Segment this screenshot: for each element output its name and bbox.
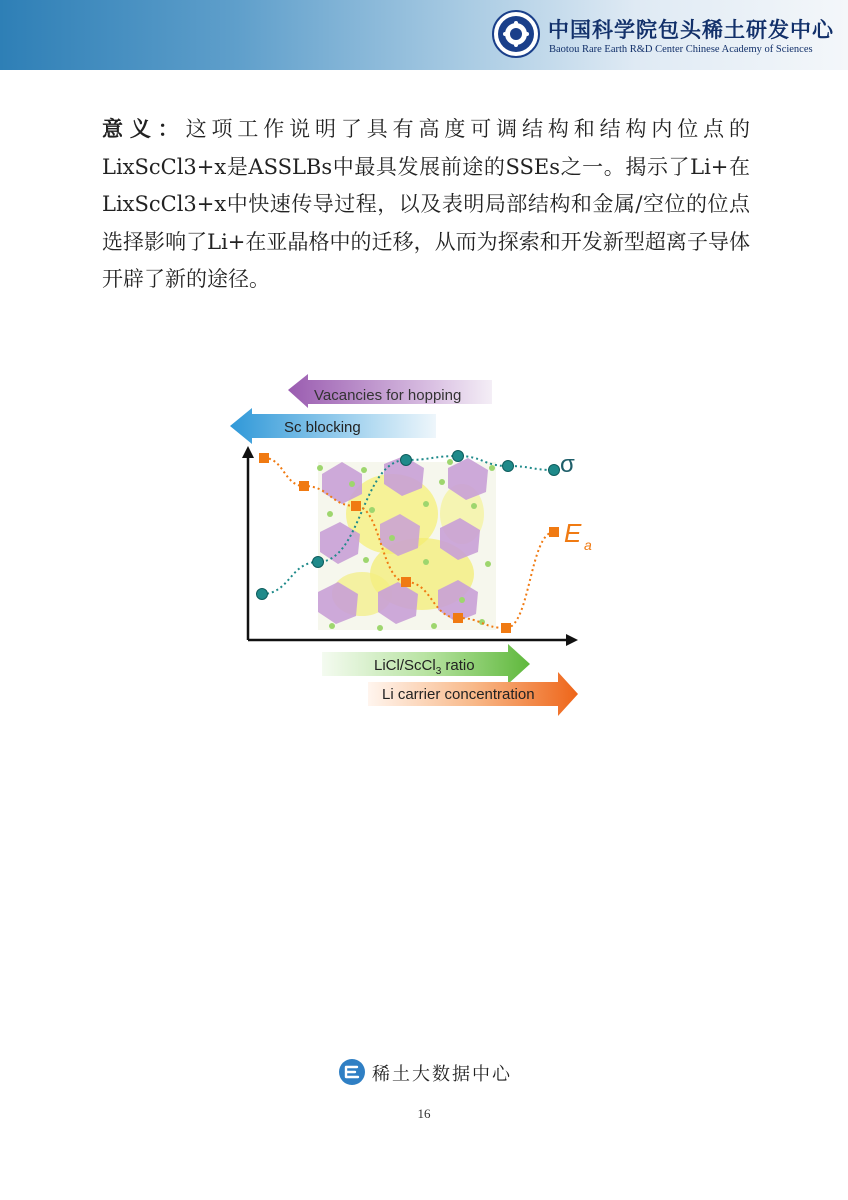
sigma-point xyxy=(453,451,464,462)
paragraph-label: 意义： xyxy=(102,116,186,141)
org-name-cn: 中国科学院包头稀土研发中心 xyxy=(548,17,834,42)
ea-point xyxy=(401,577,411,587)
ratio-label: LiCl/ScCl$_3$ ratio xyxy=(374,657,475,677)
ea-point xyxy=(549,527,559,537)
sigma-point xyxy=(313,557,324,568)
org-name-en: Baotou Rare Earth R&D Center Chinese Academy of Sciences xyxy=(549,44,813,55)
paragraph-text: 这项工作说明了具有高度可调结构和结构内位点的LixScCl3+x是ASSLBs中最具发展前途的SSEs之一。揭示了Li+在LixScCl3+x中快速传导过程，以及表明局部结构和金属/空位的位点选择影响了Li+在亚晶格中的迁移，从而为探索和开发新型超离子导体开辟了新的途径。 xyxy=(102,117,750,291)
rare-earth-data-logo-icon xyxy=(338,1058,366,1086)
ea-point xyxy=(299,481,309,491)
footer-brand: 稀土大数据中心 xyxy=(372,1064,512,1085)
vacancies-label: Vacancies for hopping xyxy=(314,387,462,404)
crystal-structure-image xyxy=(313,456,496,631)
ea-point xyxy=(351,501,361,511)
sigma-point xyxy=(257,589,268,600)
ea-point xyxy=(453,613,463,623)
page-header xyxy=(0,0,848,70)
ea-label: E xyxy=(564,518,582,548)
sigma-point xyxy=(503,461,514,472)
li-carrier-label: Li carrier concentration xyxy=(382,686,535,703)
page-number: 16 xyxy=(417,1106,431,1121)
conduction-figure xyxy=(212,364,650,752)
significance-paragraph xyxy=(102,110,750,299)
cas-logo-icon xyxy=(492,10,540,58)
ea-point xyxy=(501,623,511,633)
sc-blocking-label: Sc blocking xyxy=(284,419,361,436)
sigma-point xyxy=(549,465,560,476)
ea-label-subscript: a xyxy=(584,537,592,553)
sigma-point xyxy=(401,455,412,466)
ea-point xyxy=(259,453,269,463)
sigma-label: σ xyxy=(560,451,575,478)
